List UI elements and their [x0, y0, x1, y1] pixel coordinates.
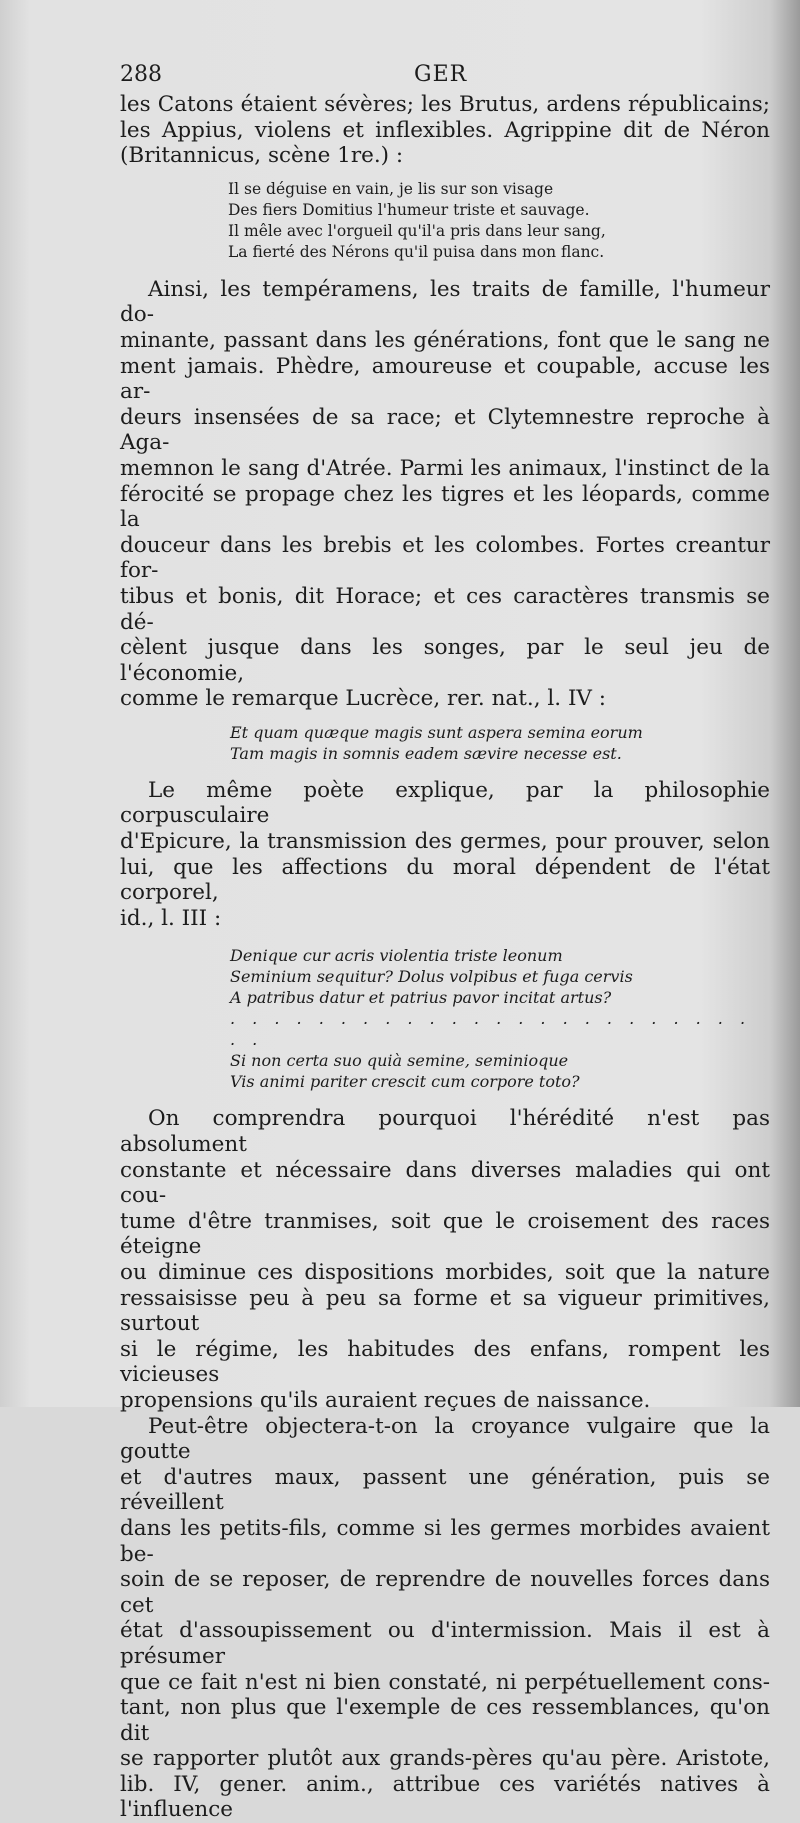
text-line: dans les petits-fils, comme si les germes morbides avaient be- — [120, 1515, 770, 1567]
text-line: Le même poète explique, par la philosophie corpusculaire — [120, 777, 770, 829]
text-line: les Catons étaient sévères; les Brutus, ardens républicains; — [120, 92, 770, 117]
text-line: comme le remarque Lucrèce, rer. nat., l. IV : — [120, 686, 607, 712]
verse-line: La fierté des Nérons qu'il puisa dans mon flanc. — [228, 242, 605, 261]
text-line: propensions qu'ils auraient reçues de naissance. — [120, 1387, 651, 1413]
text-line: Peut-être objectera-t-on la croyance vulgaire que la goutte — [120, 1413, 770, 1465]
page-body — [120, 92, 770, 1823]
text-line: ressaisisse peu à peu sa forme et sa vigueur primitives, surtout — [120, 1285, 770, 1337]
text-line: douceur dans les brebis et les colombes. Fortes creantur for- — [120, 532, 770, 584]
text-line: (Britannicus, scène 1re.) : — [120, 143, 404, 169]
text-line: id., l. III : — [120, 905, 222, 931]
verse-line: Denique cur acris violentia triste leonum — [230, 946, 563, 966]
page-number: 288 — [120, 62, 162, 87]
verse-line: Si non certa suo quià semine, seminioque — [230, 1051, 569, 1071]
text-line: ou diminue ces dispositions morbides, soit que la nature — [120, 1260, 770, 1285]
verse-line: Il se déguise en vain, je lis sur son visage — [228, 179, 554, 198]
running-head: GER — [414, 62, 468, 87]
paragraph-ainsi — [120, 277, 770, 712]
verse-quote-lucrece-1 — [120, 722, 770, 764]
text-line: cèlent jusque dans les songes, par le seul jeu de l'économie, — [120, 635, 770, 686]
page-header — [120, 62, 772, 92]
text-line: tume d'être tranmises, soit que le croisement des races éteigne — [120, 1208, 770, 1260]
verse-line: Et quam quæque magis sunt aspera semina eorum — [230, 722, 643, 742]
text-line: minante, passant dans les générations, font que le sang ne — [120, 327, 770, 353]
verse-quote-lucrece-2 — [120, 945, 770, 1092]
paragraph-heredite — [120, 1106, 770, 1413]
text-line: On comprendra pourquoi l'hérédité n'est pas absolument — [120, 1106, 770, 1158]
text-line: tibus et bonis, dit Horace; et ces caractères transmis se dé- — [120, 583, 770, 635]
text-line: que ce fait n'est ni bien constaté, ni perpétuellement cons- — [120, 1669, 770, 1695]
verse-line: Vis animi pariter crescit cum corpore toto? — [230, 1072, 580, 1092]
text-line: si le régime, les habitudes des enfans, rompent les vicieuses — [120, 1336, 770, 1388]
paragraph-goutte — [120, 1414, 770, 1823]
text-line: férocité se propage chez les tigres et les léopards, comme la — [120, 481, 770, 533]
verse-line: A patribus datur et patrius pavor incitat artus? — [230, 988, 612, 1008]
verse-quote-racine — [120, 179, 770, 263]
text-line: soin de se reposer, de reprendre de nouvelles forces dans cet — [120, 1567, 770, 1618]
text-line: lib. IV, gener. anim., attribue ces variétés natives à l'influence — [120, 1771, 770, 1823]
text-line: d'Epicure, la transmission des germes, pour prouver, selon — [120, 829, 770, 855]
text-line: constante et nécessaire dans diverses maladies qui ont cou- — [120, 1157, 770, 1209]
text-line: deurs insensées de sa race; et Clytemnestre reproche à Aga- — [120, 404, 770, 456]
text-line: se rapporter plutôt aux grands-pères qu'au père. Aristote, — [120, 1746, 770, 1772]
text-line: memnon le sang d'Atrée. Parmi les animaux, l'instinct de la — [120, 455, 770, 481]
verse-line: Il mêle avec l'orgueil qu'il'a pris dans leur sang, — [228, 221, 606, 240]
verse-line: Tam magis in somnis eadem sævire necesse est. — [230, 743, 622, 763]
text-line: Ainsi, les tempéramens, les traits de famille, l'humeur do- — [120, 276, 770, 328]
paragraph-poete — [120, 778, 770, 932]
text-line: lui, que les affections du moral dépendent de l'état corporel, — [120, 854, 770, 906]
paragraph-catons — [120, 92, 770, 169]
text-line: tant, non plus que l'exemple de ces ressemblances, qu'on dit — [120, 1695, 770, 1746]
text-line: les Appius, violens et inflexibles. Agrippine dit de Néron — [120, 117, 770, 143]
verse-line: Des fiers Domitius l'humeur triste et sauvage. — [228, 200, 590, 219]
text-line: état d'assoupissement ou d'intermission. Mais il est à présumer — [120, 1618, 770, 1669]
text-line: et d'autres maux, passent une génération, puis se réveillent — [120, 1464, 770, 1516]
verse-line: Seminium sequitur? Dolus volpibus et fuga cervis — [230, 967, 633, 987]
ellipsis-line: . . . . . . . . . . . . . . . . . . . . . . . . . . — [230, 1009, 752, 1050]
text-line: ment jamais. Phèdre, amoureuse et coupable, accuse les ar- — [120, 353, 770, 405]
